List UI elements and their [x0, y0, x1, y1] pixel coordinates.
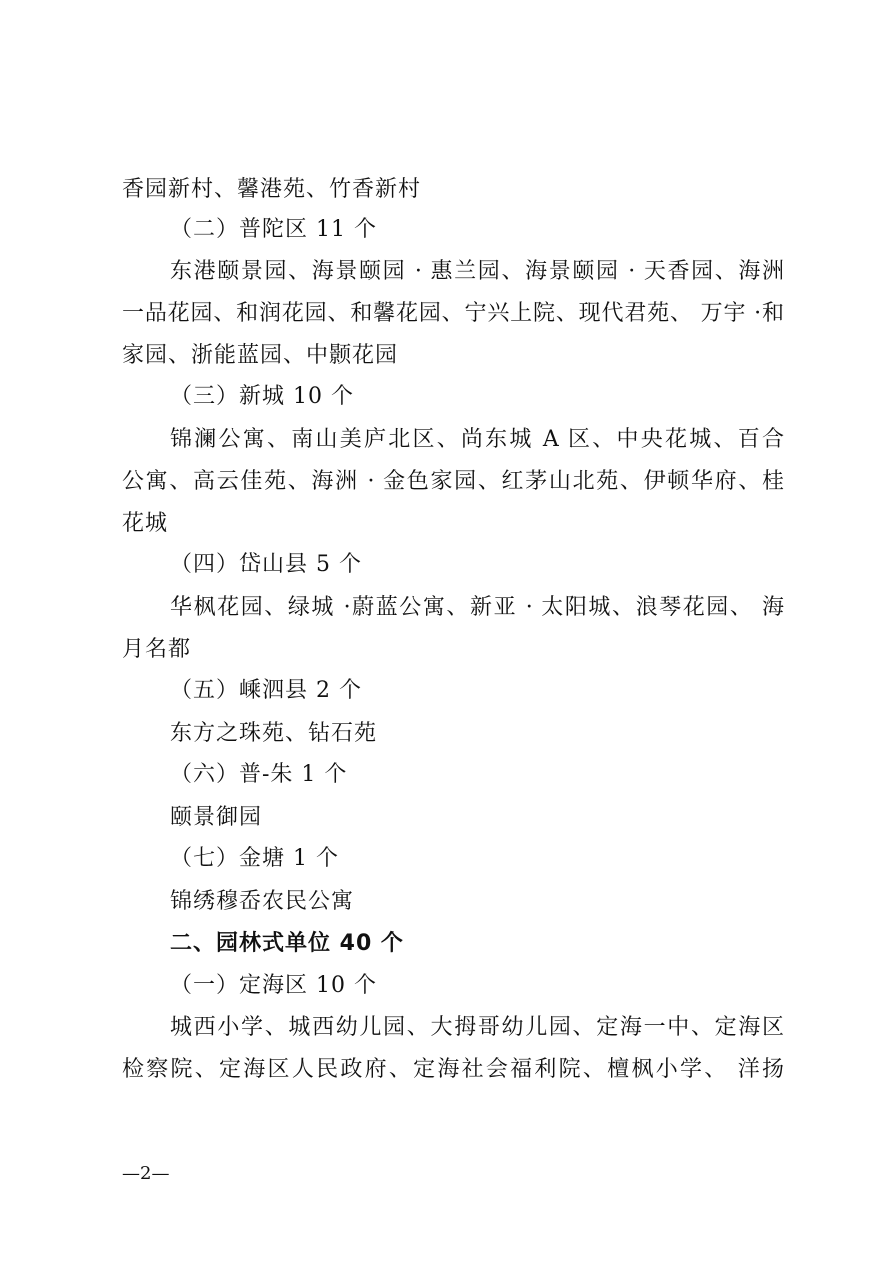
- page-number: —2—: [122, 1163, 170, 1184]
- text-line: 东方之珠苑、钻石苑: [170, 721, 378, 746]
- text-line: 一品花园、和润花园、和馨花园、宁兴上院、现代君苑、 万宇 ·和: [122, 301, 784, 326]
- section-heading: （五）嵊泗县 2 个: [170, 678, 362, 703]
- text-line: 锦绣穆岙农民公寓: [170, 889, 355, 914]
- text-line: 华枫花园、绿城 ·蔚蓝公寓、新亚 · 太阳城、浪琴花园、 海: [170, 595, 784, 620]
- section-heading: （二）普陀区 11 个: [170, 217, 377, 242]
- section-heading: （六）普-朱 1 个: [170, 762, 348, 787]
- text-line: 锦澜公寓、南山美庐北区、尚东城 A 区、中央花城、百合: [170, 427, 784, 452]
- text-line: 月名都: [122, 637, 192, 662]
- text-line: 花城: [122, 511, 169, 536]
- section-heading: （四）岱山县 5 个: [170, 552, 362, 577]
- section-heading: （一）定海区 10 个: [170, 973, 377, 998]
- text-line: 公寓、高云佳苑、海洲 · 金色家园、红茅山北苑、伊顿华府、桂: [122, 469, 784, 494]
- text-line: 香园新村、馨港苑、竹香新村: [122, 177, 422, 202]
- text-line: 东港颐景园、海景颐园 · 惠兰园、海景颐园 · 天香园、海洲: [170, 259, 784, 284]
- section-heading: （三）新城 10 个: [170, 384, 354, 409]
- text-line: 家园、浙能蓝园、中颢花园: [122, 343, 399, 368]
- text-line: 颐景御园: [170, 805, 263, 830]
- text-line: 检察院、定海区人民政府、定海社会福利院、檀枫小学、 洋扬: [122, 1057, 784, 1082]
- section-heading: （七）金塘 1 个: [170, 846, 339, 871]
- text-line: 城西小学、城西幼儿园、大拇哥幼儿园、定海一中、定海区: [170, 1015, 784, 1040]
- main-heading: 二、园林式单位 40 个: [170, 931, 404, 956]
